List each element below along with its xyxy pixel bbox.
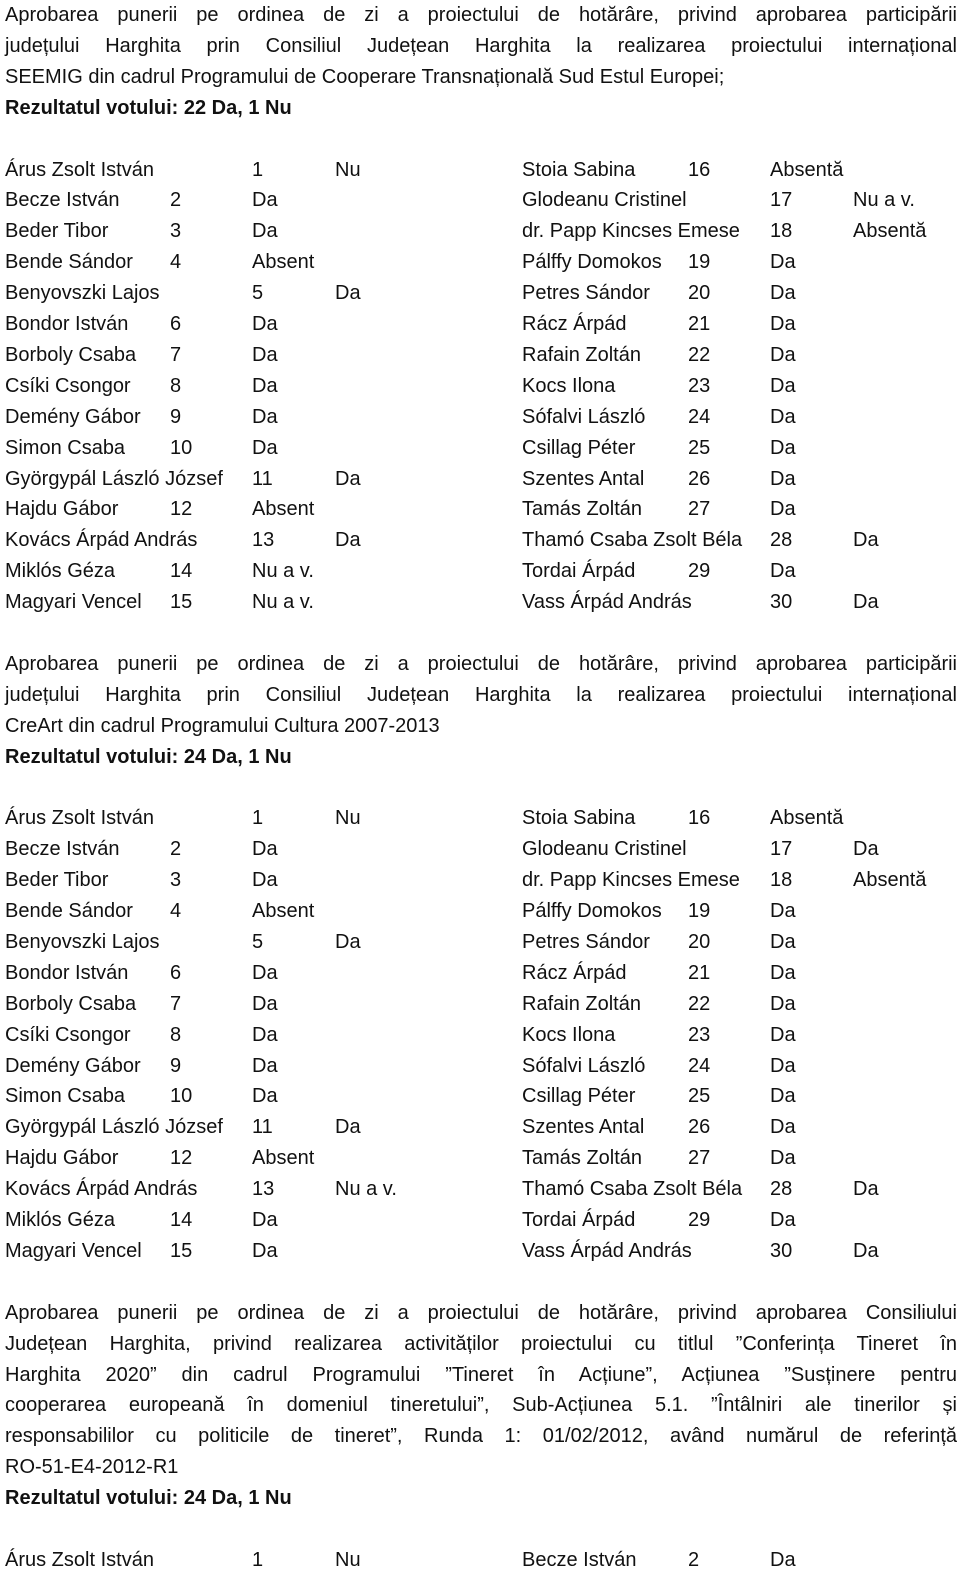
councillor-number: 1 bbox=[252, 158, 264, 181]
councillor-number: 25 bbox=[688, 436, 711, 459]
councillor-vote: Da bbox=[770, 498, 796, 521]
councillor-number: 3 bbox=[170, 220, 182, 243]
councillor-name: Csillag Péter bbox=[522, 436, 636, 459]
councillor-name: Árus Zsolt István bbox=[5, 158, 154, 181]
councillor-name: Tordai Árpád bbox=[522, 1209, 636, 1232]
councillor-vote: Da bbox=[770, 1147, 796, 1170]
councillor-vote: Absent bbox=[252, 900, 315, 923]
councillor-name: Bende Sándor bbox=[5, 251, 133, 274]
paragraph-line: responsabililor cu politicile de tineret”, Runda 1: 01/02/2012, având numărul de referință bbox=[5, 1425, 957, 1448]
vote-row bbox=[0, 494, 960, 525]
councillor-number: 22 bbox=[688, 343, 711, 366]
councillor-number: 11 bbox=[252, 467, 273, 490]
councillor-vote: Da bbox=[252, 992, 278, 1015]
agenda-item-text bbox=[5, 0, 957, 93]
paragraph-line: cooperarea europeană în domeniul tineretului”, Sub-Acțiunea 5.1. ”Întâlniri ale tinerilor și bbox=[5, 1394, 957, 1417]
paragraph-line: Aprobarea punerii pe ordinea de zi a proiectului de hotărâre, privind aprobarea participării bbox=[5, 652, 957, 675]
vote-row bbox=[0, 525, 960, 556]
councillor-vote: Da bbox=[770, 1209, 796, 1232]
vote-row bbox=[0, 1051, 960, 1082]
councillor-number: 5 bbox=[252, 930, 264, 953]
vote-row bbox=[0, 340, 960, 371]
vote-row bbox=[0, 803, 960, 834]
vote-row bbox=[0, 556, 960, 587]
councillor-vote: Da bbox=[252, 189, 278, 212]
councillor-number: 3 bbox=[170, 869, 182, 892]
vote-row bbox=[0, 309, 960, 340]
councillor-name: Thamó Csaba Zsolt Béla bbox=[522, 1178, 743, 1201]
councillor-number: 10 bbox=[170, 1085, 193, 1108]
paragraph-line: RO-51-E4-2012-R1 bbox=[5, 1456, 179, 1479]
councillor-number: 19 bbox=[688, 251, 711, 274]
councillor-vote: Da bbox=[770, 992, 796, 1015]
paragraph-line: SEEMIG din cadrul Programului de Cooperare Transnațională Sud Estul Europei; bbox=[5, 65, 725, 88]
vote-row bbox=[0, 1545, 960, 1576]
councillor-number: 27 bbox=[688, 1147, 711, 1170]
vote-row bbox=[0, 155, 960, 186]
paragraph-line: Aprobarea punerii pe ordinea de zi a proiectului de hotărâre, privind aprobarea Consiliului bbox=[5, 1301, 957, 1324]
councillor-number: 15 bbox=[170, 1239, 193, 1262]
vote-row bbox=[0, 464, 960, 495]
vote-row bbox=[0, 1236, 960, 1267]
councillor-vote: Da bbox=[770, 930, 796, 953]
councillor-vote: Da bbox=[252, 869, 278, 892]
councillor-name: Beder Tibor bbox=[5, 220, 109, 243]
councillor-vote: Da bbox=[853, 591, 879, 614]
councillor-number: 10 bbox=[170, 436, 193, 459]
paragraph-line: județului Harghita prin Consiliul Județean Harghita la realizarea proiectului internațional bbox=[5, 34, 957, 57]
councillor-vote: Da bbox=[770, 560, 796, 583]
councillor-vote: Da bbox=[335, 529, 361, 552]
councillor-number: 4 bbox=[170, 251, 182, 274]
councillor-number: 6 bbox=[170, 961, 182, 984]
councillor-name: Pálffy Domokos bbox=[522, 251, 662, 274]
councillor-number: 24 bbox=[688, 405, 711, 428]
councillor-name: Glodeanu Cristinel bbox=[522, 838, 687, 861]
councillor-vote: Da bbox=[770, 900, 796, 923]
councillor-number: 16 bbox=[688, 158, 711, 181]
councillor-vote: Da bbox=[853, 529, 879, 552]
vote-row bbox=[0, 247, 960, 278]
councillor-number: 26 bbox=[688, 1116, 711, 1139]
agenda-item-text bbox=[5, 649, 957, 742]
councillor-vote: Da bbox=[252, 436, 278, 459]
councillor-name: Rafain Zoltán bbox=[522, 343, 641, 366]
councillor-name: Becze István bbox=[5, 838, 120, 861]
vote-row bbox=[0, 834, 960, 865]
councillor-number: 28 bbox=[770, 529, 793, 552]
councillor-number: 14 bbox=[170, 1209, 193, 1232]
councillor-name: Rácz Árpád bbox=[522, 961, 627, 984]
vote-row bbox=[0, 216, 960, 247]
councillor-vote: Da bbox=[770, 1116, 796, 1139]
vote-result: Rezultatul votului: 22 Da, 1 Nu bbox=[5, 96, 292, 119]
councillor-name: Hajdu Gábor bbox=[5, 1147, 119, 1170]
councillor-name: Kocs Ilona bbox=[522, 1023, 616, 1046]
councillor-vote: Nu bbox=[335, 807, 361, 830]
councillor-name: Rafain Zoltán bbox=[522, 992, 641, 1015]
vote-row bbox=[0, 1020, 960, 1051]
councillor-number: 15 bbox=[170, 591, 193, 614]
councillor-vote: Da bbox=[335, 930, 361, 953]
councillor-vote: Da bbox=[770, 436, 796, 459]
councillor-number: 2 bbox=[170, 189, 182, 212]
councillor-name: Bondor István bbox=[5, 313, 129, 335]
councillor-vote: Da bbox=[252, 1085, 278, 1108]
councillor-name: Benyovszki Lajos bbox=[5, 930, 160, 953]
councillor-name: Csíki Csongor bbox=[5, 1023, 131, 1046]
councillor-number: 18 bbox=[770, 869, 793, 892]
councillor-number: 18 bbox=[770, 220, 793, 243]
councillor-name: Magyari Vencel bbox=[5, 591, 142, 614]
vote-row bbox=[0, 1174, 960, 1205]
councillor-number: 2 bbox=[170, 838, 182, 861]
councillor-name: Benyovszki Lajos bbox=[5, 282, 160, 305]
councillor-name: Petres Sándor bbox=[522, 930, 650, 953]
vote-row bbox=[0, 1143, 960, 1174]
councillor-name: Tamás Zoltán bbox=[522, 1147, 643, 1170]
councillor-number: 2 bbox=[688, 1548, 700, 1571]
councillor-name: Kocs Ilona bbox=[522, 374, 616, 397]
councillor-vote: Da bbox=[770, 1548, 796, 1571]
councillor-number: 28 bbox=[770, 1178, 793, 1201]
vote-row bbox=[0, 433, 960, 464]
vote-row bbox=[0, 371, 960, 402]
councillor-vote: Da bbox=[335, 1116, 361, 1139]
councillor-number: 1 bbox=[252, 807, 264, 830]
councillor-name: Vass Árpád András bbox=[522, 591, 692, 614]
councillor-vote: Nu a v. bbox=[252, 560, 314, 583]
agenda-item-text bbox=[5, 1298, 957, 1483]
councillor-vote: Da bbox=[853, 1178, 879, 1201]
councillor-name: Csillag Péter bbox=[522, 1085, 636, 1108]
councillor-number: 26 bbox=[688, 467, 711, 490]
councillor-vote: Da bbox=[770, 251, 796, 274]
councillor-number: 5 bbox=[252, 282, 264, 305]
councillor-number: 30 bbox=[770, 1239, 793, 1262]
councillor-name: Hajdu Gábor bbox=[5, 498, 119, 521]
councillor-vote: Da bbox=[770, 961, 796, 984]
vote-row bbox=[0, 927, 960, 958]
councillor-vote: Da bbox=[770, 313, 796, 335]
vote-row bbox=[0, 896, 960, 927]
councillor-number: 19 bbox=[688, 900, 711, 923]
councillor-name: Sófalvi László bbox=[522, 1054, 646, 1077]
councillor-number: 20 bbox=[688, 282, 711, 305]
councillor-vote: Absent bbox=[252, 498, 315, 521]
councillor-vote: Da bbox=[853, 1239, 879, 1262]
councillor-number: 6 bbox=[170, 313, 182, 335]
councillor-name: Beder Tibor bbox=[5, 869, 109, 892]
councillor-name: Becze István bbox=[5, 189, 120, 212]
councillor-vote: Da bbox=[770, 1085, 796, 1108]
councillor-vote: Nu a v. bbox=[252, 591, 314, 614]
councillor-number: 24 bbox=[688, 1054, 711, 1077]
councillor-name: Árus Zsolt István bbox=[5, 1548, 154, 1571]
councillor-name: Borboly Csaba bbox=[5, 343, 137, 366]
councillor-vote: Nu a v. bbox=[335, 1178, 397, 1201]
councillor-vote: Absentă bbox=[770, 807, 844, 830]
vote-row bbox=[0, 402, 960, 433]
councillor-vote: Absentă bbox=[853, 220, 927, 243]
councillor-vote: Absentă bbox=[853, 869, 927, 892]
councillor-name: Demény Gábor bbox=[5, 1054, 141, 1077]
councillor-name: Stoia Sabina bbox=[522, 158, 636, 181]
councillor-number: 8 bbox=[170, 374, 182, 397]
councillor-name: dr. Papp Kincses Emese bbox=[522, 220, 740, 243]
councillor-vote: Da bbox=[770, 405, 796, 428]
councillor-number: 21 bbox=[688, 313, 711, 335]
vote-row bbox=[0, 278, 960, 309]
councillor-vote: Da bbox=[770, 467, 796, 490]
paragraph-line: Harghita 2020” din cadrul Programului ”Tineret în Acțiune”, Acțiunea ”Susținere pentru bbox=[5, 1363, 957, 1386]
councillor-vote: Da bbox=[252, 1054, 278, 1077]
councillor-number: 29 bbox=[688, 560, 711, 583]
councillor-vote: Absent bbox=[252, 251, 315, 274]
councillor-vote: Da bbox=[252, 405, 278, 428]
vote-row bbox=[0, 958, 960, 989]
councillor-number: 17 bbox=[770, 838, 793, 861]
councillor-number: 1 bbox=[252, 1548, 264, 1571]
councillor-name: dr. Papp Kincses Emese bbox=[522, 869, 740, 892]
councillor-number: 11 bbox=[252, 1116, 273, 1139]
councillor-name: Vass Árpád András bbox=[522, 1239, 692, 1262]
councillor-name: Simon Csaba bbox=[5, 436, 126, 459]
councillor-vote: Da bbox=[335, 282, 361, 305]
councillor-vote: Da bbox=[770, 282, 796, 305]
councillor-vote: Da bbox=[770, 1023, 796, 1046]
councillor-vote: Da bbox=[252, 220, 278, 243]
councillor-name: Kovács Árpád András bbox=[5, 529, 198, 552]
councillor-vote: Nu a v. bbox=[853, 189, 915, 212]
councillor-number: 7 bbox=[170, 992, 182, 1015]
councillor-number: 23 bbox=[688, 374, 711, 397]
paragraph-line: Județean Harghita, privind realizarea activităților proiectului cu titlul ”Conferința Tineret în bbox=[5, 1332, 957, 1355]
councillor-number: 4 bbox=[170, 900, 182, 923]
councillor-vote: Da bbox=[252, 374, 278, 397]
councillor-name: Simon Csaba bbox=[5, 1085, 126, 1108]
councillor-name: Borboly Csaba bbox=[5, 992, 137, 1015]
councillor-number: 8 bbox=[170, 1023, 182, 1046]
councillor-number: 20 bbox=[688, 930, 711, 953]
councillor-name: Csíki Csongor bbox=[5, 374, 131, 397]
councillor-number: 22 bbox=[688, 992, 711, 1015]
vote-row bbox=[0, 185, 960, 216]
councillor-number: 9 bbox=[170, 405, 182, 428]
councillor-vote: Da bbox=[770, 374, 796, 397]
councillor-vote: Da bbox=[252, 1023, 278, 1046]
vote-result: Rezultatul votului: 24 Da, 1 Nu bbox=[5, 745, 292, 768]
paragraph-line: județului Harghita prin Consiliul Județean Harghita la realizarea proiectului internațional bbox=[5, 683, 957, 706]
councillor-vote: Nu bbox=[335, 158, 361, 181]
councillor-name: Thamó Csaba Zsolt Béla bbox=[522, 529, 743, 552]
councillor-name: Tamás Zoltán bbox=[522, 498, 643, 521]
councillor-number: 7 bbox=[170, 343, 182, 366]
councillor-name: Pálffy Domokos bbox=[522, 900, 662, 923]
councillor-name: Petres Sándor bbox=[522, 282, 650, 305]
councillor-name: Szentes Antal bbox=[522, 1116, 645, 1139]
councillor-name: Szentes Antal bbox=[522, 467, 645, 490]
councillor-vote: Absentă bbox=[770, 158, 844, 181]
councillor-name: Miklós Géza bbox=[5, 560, 116, 583]
councillor-vote: Da bbox=[252, 313, 278, 335]
councillor-name: Györgypál László József bbox=[5, 467, 223, 490]
councillor-name: Demény Gábor bbox=[5, 405, 141, 428]
councillor-name: Bondor István bbox=[5, 961, 129, 984]
councillor-vote: Da bbox=[770, 343, 796, 366]
vote-row bbox=[0, 865, 960, 896]
councillor-name: Árus Zsolt István bbox=[5, 807, 154, 830]
councillor-vote: Da bbox=[335, 467, 361, 490]
councillor-number: 13 bbox=[252, 1178, 275, 1201]
councillor-number: 29 bbox=[688, 1209, 711, 1232]
councillor-number: 21 bbox=[688, 961, 711, 984]
councillor-number: 17 bbox=[770, 189, 793, 212]
councillor-number: 16 bbox=[688, 807, 711, 830]
councillor-name: Magyari Vencel bbox=[5, 1239, 142, 1262]
vote-row bbox=[0, 989, 960, 1020]
vote-result: Rezultatul votului: 24 Da, 1 Nu bbox=[5, 1487, 292, 1510]
councillor-vote: Da bbox=[853, 838, 879, 861]
councillor-number: 9 bbox=[170, 1054, 182, 1077]
councillor-vote: Absent bbox=[252, 1147, 315, 1170]
councillor-number: 23 bbox=[688, 1023, 711, 1046]
councillor-name: Tordai Árpád bbox=[522, 560, 636, 583]
councillor-number: 30 bbox=[770, 591, 793, 614]
councillor-name: Becze István bbox=[522, 1548, 637, 1571]
councillor-name: Sófalvi László bbox=[522, 405, 646, 428]
councillor-name: Glodeanu Cristinel bbox=[522, 189, 687, 212]
councillor-name: Kovács Árpád András bbox=[5, 1178, 198, 1201]
councillor-vote: Da bbox=[252, 961, 278, 984]
vote-row bbox=[0, 1081, 960, 1112]
councillor-name: Bende Sándor bbox=[5, 900, 133, 923]
councillor-vote: Da bbox=[252, 1239, 278, 1262]
councillor-vote: Da bbox=[252, 838, 278, 861]
paragraph-line: CreArt din cadrul Programului Cultura 2007-2013 bbox=[5, 714, 440, 737]
councillor-vote: Da bbox=[252, 343, 278, 366]
vote-row bbox=[0, 1205, 960, 1236]
vote-row bbox=[0, 1112, 960, 1143]
councillor-number: 27 bbox=[688, 498, 711, 521]
paragraph-line: Aprobarea punerii pe ordinea de zi a proiectului de hotărâre, privind aprobarea participării bbox=[5, 4, 957, 26]
councillor-number: 12 bbox=[170, 1147, 193, 1170]
councillor-vote: Da bbox=[770, 1054, 796, 1077]
councillor-name: Rácz Árpád bbox=[522, 313, 627, 335]
councillor-name: Miklós Géza bbox=[5, 1209, 116, 1232]
councillor-name: Györgypál László József bbox=[5, 1116, 223, 1139]
councillor-vote: Da bbox=[252, 1209, 278, 1232]
councillor-name: Stoia Sabina bbox=[522, 807, 636, 830]
councillor-number: 14 bbox=[170, 560, 193, 583]
councillor-number: 12 bbox=[170, 498, 193, 521]
councillor-number: 25 bbox=[688, 1085, 711, 1108]
councillor-vote: Nu bbox=[335, 1548, 361, 1571]
councillor-number: 13 bbox=[252, 529, 275, 552]
vote-row bbox=[0, 587, 960, 618]
